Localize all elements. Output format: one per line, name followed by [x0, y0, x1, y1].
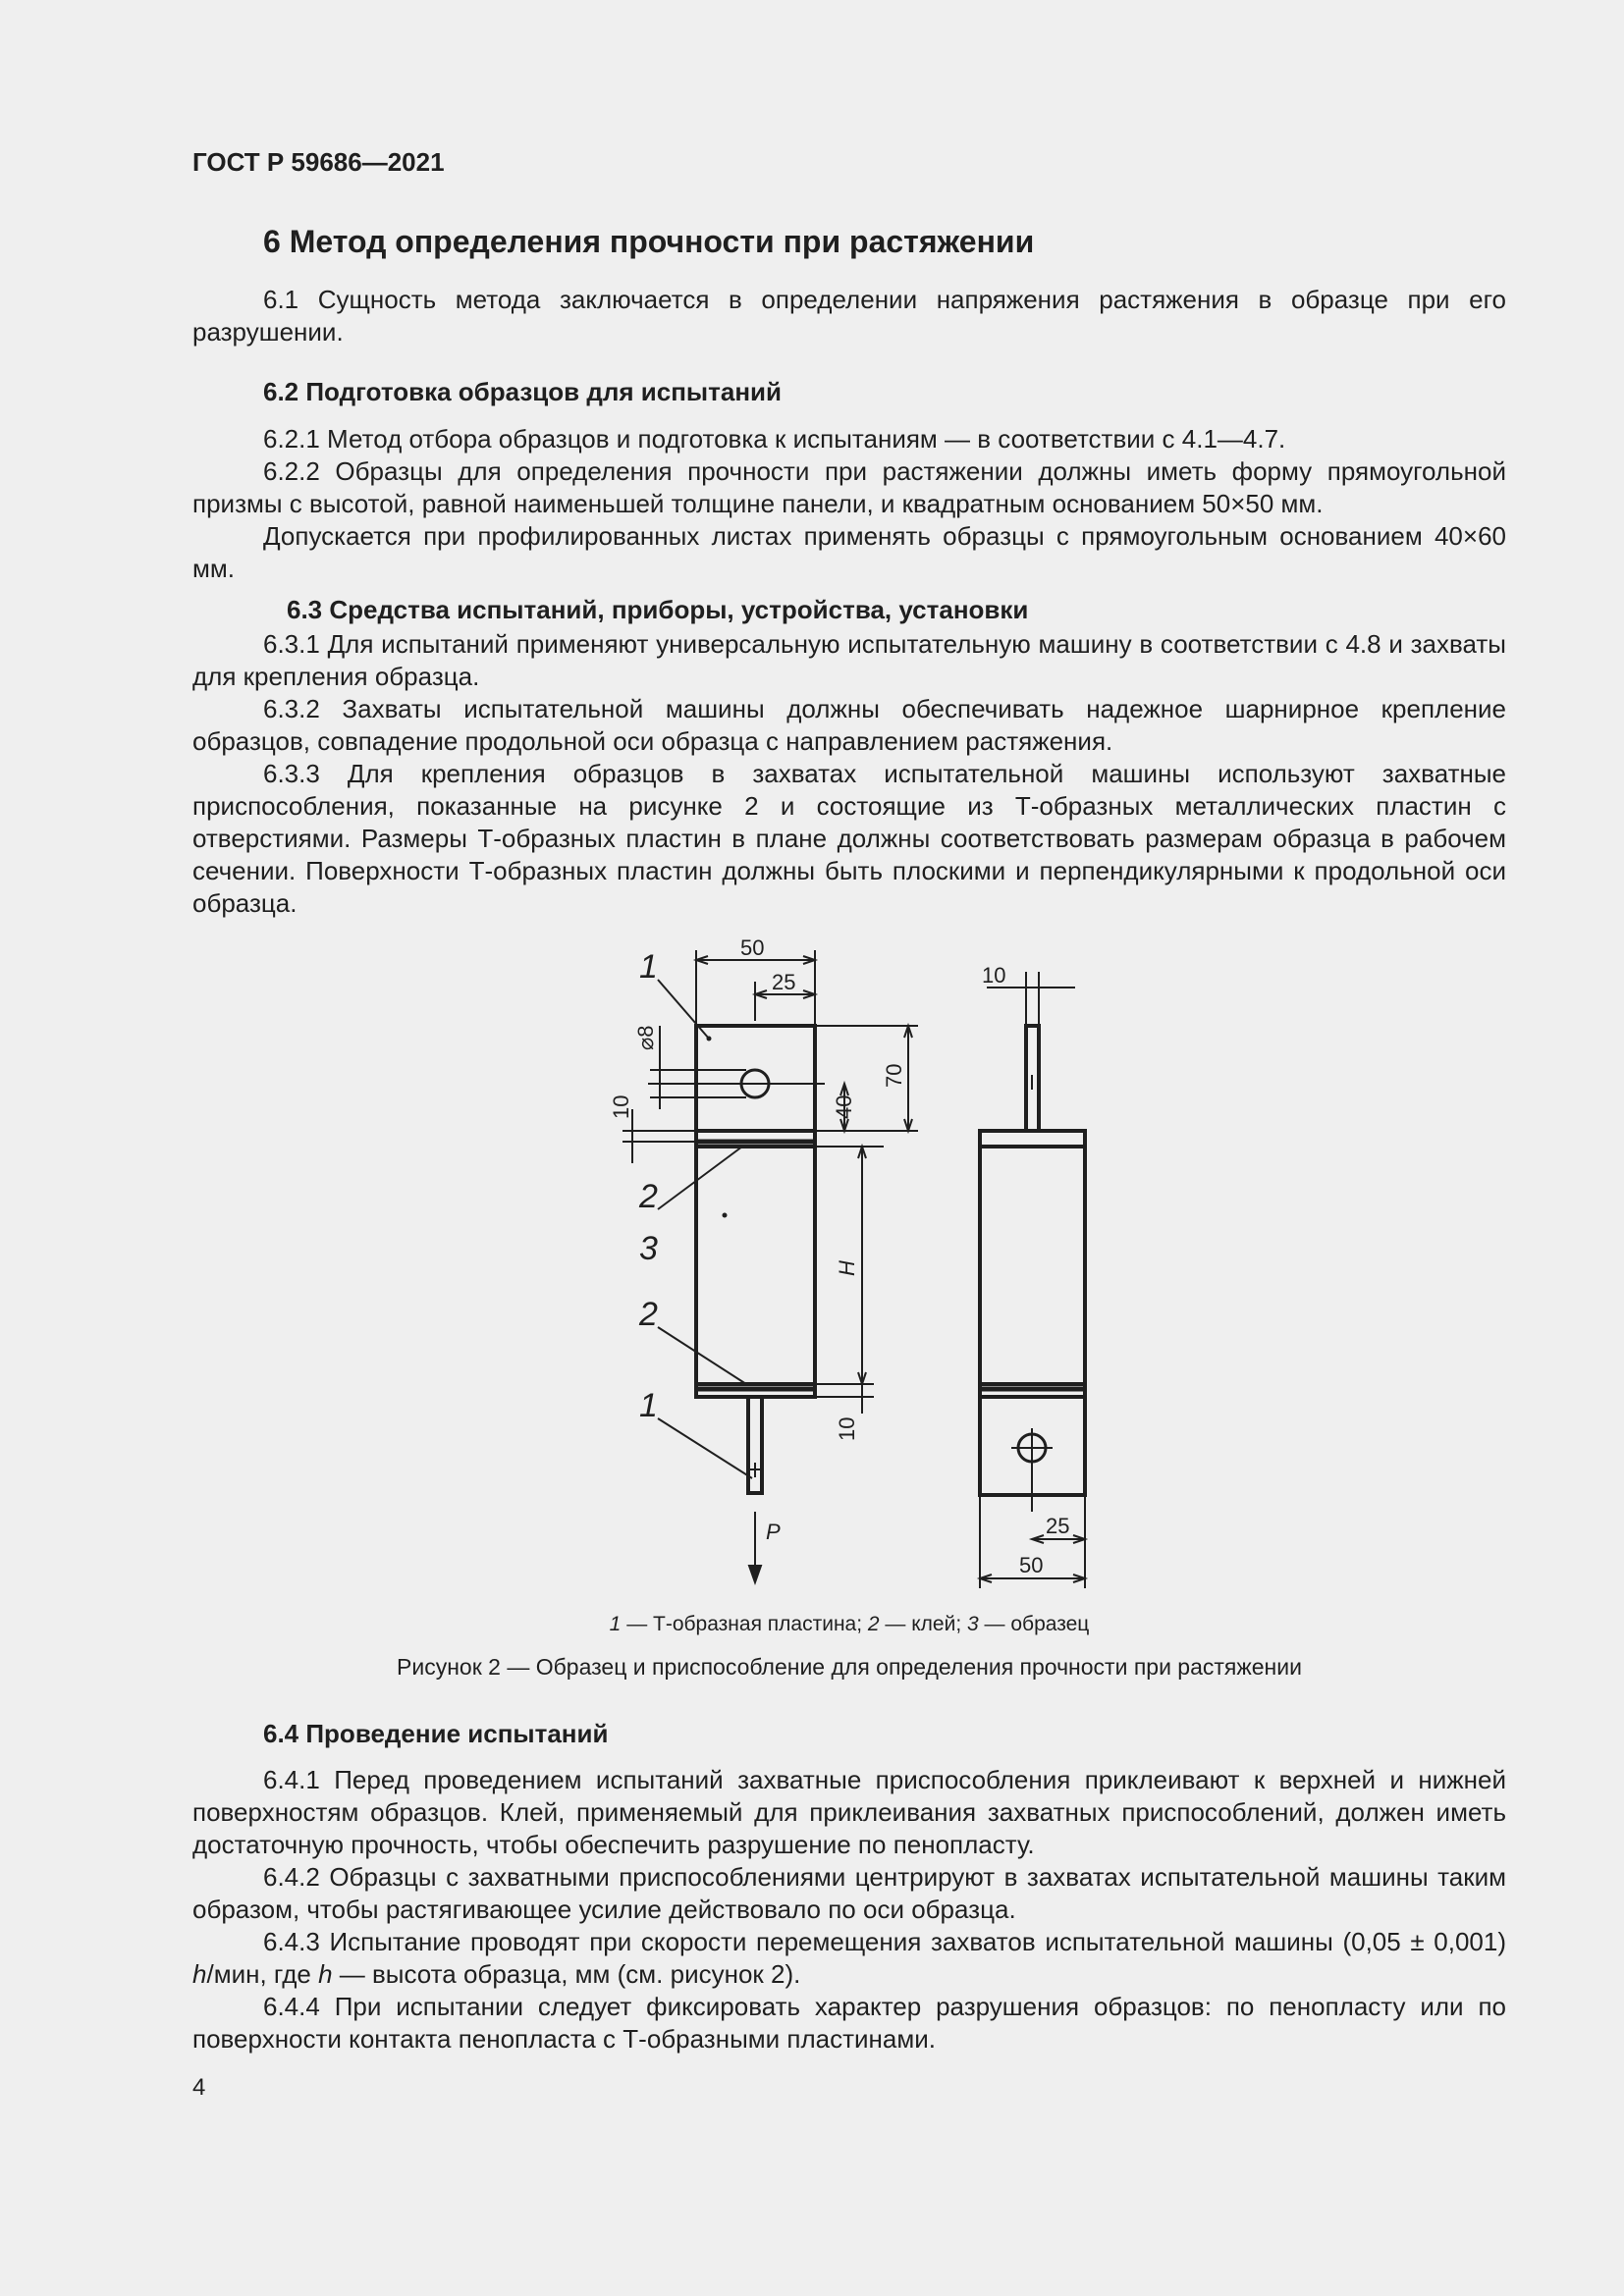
dim-h: H: [835, 1260, 859, 1276]
dim-8-hole: ⌀8: [633, 1025, 658, 1050]
label-1-bottom: 1: [639, 1387, 658, 1424]
paragraph-6-4-4: 6.4.4 При испытании следует фиксировать характер разрушения образцов: по пенопласту или по поверхности контакта пенопласта с Т-образными пластинами.: [192, 1992, 1506, 2054]
dim-40: 40: [832, 1095, 856, 1119]
paragraph-6-3-3: 6.3.3 Для крепления образцов в захватах испытательной машины используют захватные приспособления, показанные на рисунке 2 и состоящие из Т-образных металлических пластин с отверстиями. Размеры Т-образных пластин в плане должны соответствовать размерам образца в рабочем сечении. Поверхности Т-образных пластин должны быть плоскими и перпендикулярными к продольной оси образца.: [192, 759, 1506, 918]
p643-part-c: — высота образца, мм (см. рисунок 2).: [332, 1959, 801, 1989]
dim-25-side: 25: [1046, 1514, 1070, 1538]
section-6-title: 6 Метод определения прочности при растяжении: [263, 224, 1035, 259]
paragraph-6-1: 6.1 Сущность метода заключается в определении напряжения растяжения в образце при его разрушении.: [192, 285, 1506, 347]
paragraph-6-2-1: 6.2.1 Метод отбора образцов и подготовка к испытаниям — в соответствии с 4.1—4.7.: [263, 424, 1286, 454]
legend-num-2: 2: [867, 1613, 880, 1635]
legend-num-1: 1: [609, 1613, 622, 1635]
label-2-bottom: 2: [639, 1296, 658, 1333]
legend-text-2: — клей;: [879, 1613, 968, 1635]
paragraph-6-2-2-note: Допускается при профилированных листах применять образцы с прямоугольным основанием 40×60 мм.: [192, 521, 1506, 583]
paragraph-6-3-1: 6.3.1 Для испытаний применяют универсальную испытательную машину в соответствии с 4.8 и захваты для крепления образца.: [192, 629, 1506, 691]
dim-10-bottom: 10: [835, 1416, 859, 1441]
p643-part-b: /мин, где: [206, 1959, 319, 1989]
paragraph-6-2-2: 6.2.2 Образцы для определения прочности при растяжении должны иметь форму прямоугольной призмы с высотой, равной наименьшей толщине панели, и квадратным основанием 50×50 мм.: [192, 456, 1506, 518]
page-number: 4: [192, 2074, 206, 2101]
legend-text-1: — Т-образная пластина;: [621, 1613, 868, 1635]
dim-25-top: 25: [772, 970, 796, 994]
label-3: 3: [639, 1230, 658, 1267]
specimen-body: [696, 1147, 815, 1384]
legend-text-3: — образец: [978, 1613, 1090, 1635]
bottom-t-plate-stem: [748, 1397, 762, 1493]
legend-num-3: 3: [967, 1613, 979, 1635]
dim-70: 70: [882, 1063, 906, 1088]
paragraph-6-4-1: 6.4.1 Перед проведением испытаний захватные приспособления приклеивают к верхней и нижней поверхностям образцов. Клей, применяемый для приклеивания захватных приспособлений, должен иметь достаточную прочность, чтобы обеспечить разрушение по пенопласту.: [192, 1765, 1506, 1859]
p643-h2: h: [318, 1959, 333, 1989]
dim-10-left: 10: [609, 1095, 633, 1119]
figure-legend: [192, 1613, 1506, 1636]
p643-part-a: 6.4.3 Испытание проводят при скорости перемещения захватов испытательной машины (0,05 ± 0,001): [263, 1927, 1506, 1956]
p643-h1: h: [192, 1959, 207, 1989]
section-6-3-title: 6.3 Средства испытаний, приборы, устройства, установки: [287, 595, 1029, 624]
section-6-4-title: 6.4 Проведение испытаний: [263, 1719, 609, 1748]
side-specimen-body: [980, 1147, 1085, 1384]
dim-50-side: 50: [1019, 1553, 1044, 1577]
dim-10-side: 10: [982, 963, 1006, 988]
paragraph-6-3-2: 6.3.2 Захваты испытательной машины должны обеспечивать надежное шарнирное крепление образцов, совпадение продольной оси образца с направлением растяжения.: [192, 694, 1506, 756]
paragraph-6-4-2: 6.4.2 Образцы с захватными приспособлениями центрируют в захватах испытательной машины таким образом, чтобы растягивающее усилие действовало по оси образца.: [192, 1862, 1506, 1924]
document-header: ГОСТ Р 59686—2021: [192, 147, 445, 177]
label-1-top: 1: [639, 948, 658, 986]
force-p-label: P: [766, 1520, 781, 1544]
section-6-2-title: 6.2 Подготовка образцов для испытаний: [263, 377, 782, 406]
figure-caption: Рисунок 2 — Образец и приспособление для определения прочности при растяжении: [397, 1654, 1302, 1680]
dim-50-top: 50: [740, 935, 765, 960]
label-2-top: 2: [639, 1178, 658, 1215]
top-t-plate: [696, 1026, 815, 1147]
top-glue-layer: [696, 1131, 815, 1147]
paragraph-6-4-3: [192, 1926, 1506, 1991]
